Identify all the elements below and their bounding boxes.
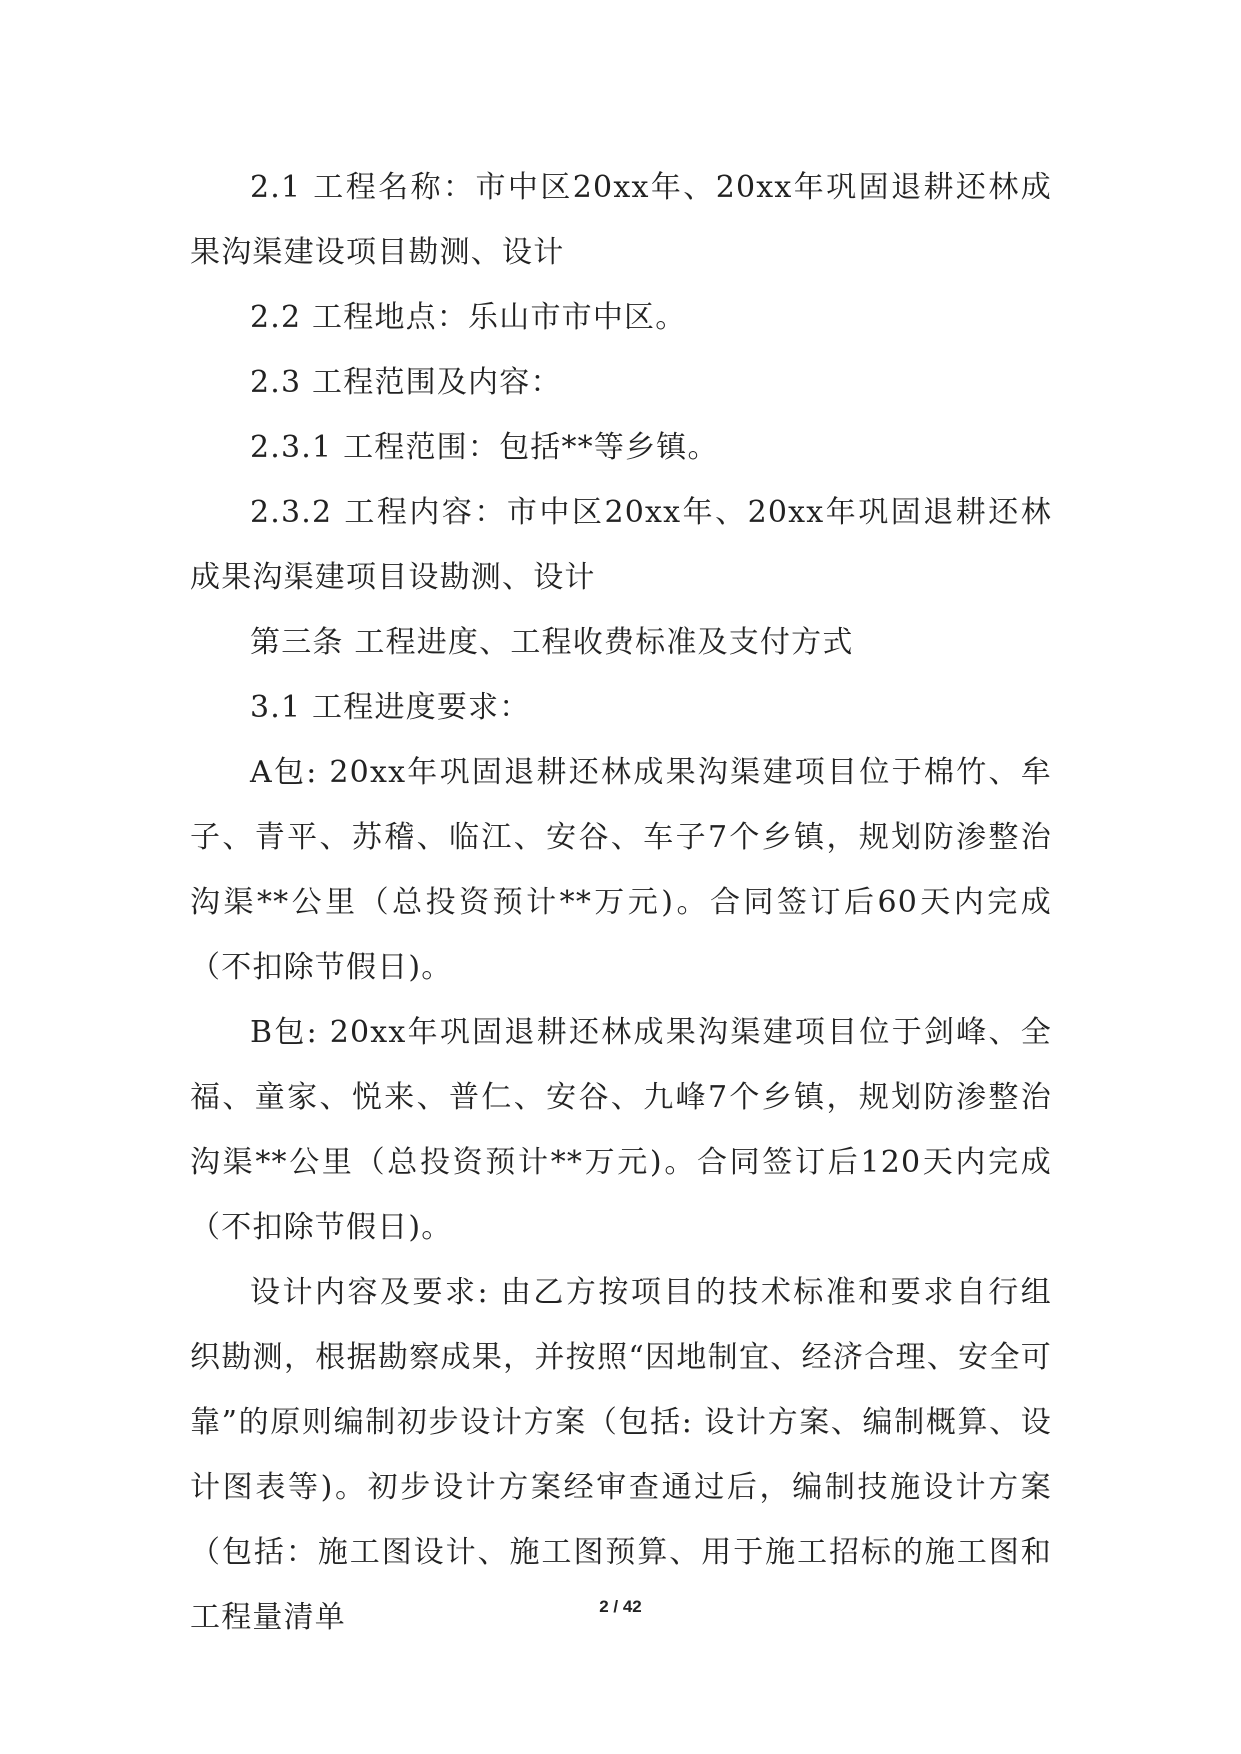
paragraph-scope-heading: 2.3 工程范围及内容：	[250, 365, 562, 400]
paragraph-design-requirements: 设计内容及要求: 由乙方按项目的技术标准和要求自行组织勘测，根据勘察成果，并按照“因地制宜、经济合理、安全可靠”的原则编制初步设计方案（包括: 设计方案、编制概算、设计图表等)。初步设计方案经审查通过后，编制技施设计方案（包括：施工图设计、施工图预算、用于施工招标的施工图和工程量清单	[190, 1275, 1052, 1635]
paragraph-content: 2.3.2 工程内容：市中区20xx年、20xx年巩固退耕还林成果沟渠建项目设勘测、设计	[190, 495, 1052, 595]
page-number: 2 / 42	[599, 1597, 642, 1616]
paragraph-package-a: A包: 20xx年巩固退耕还林成果沟渠建项目位于棉竹、牟子、青平、苏稽、临江、安谷、车子7个乡镇，规划防渗整治沟渠**公里（总投资预计**万元)。合同签订后60天内完成（不扣除节假日)。	[190, 755, 1052, 985]
paragraph-project-location: 2.2 工程地点：乐山市市中区。	[250, 300, 687, 335]
paragraph-scope: 2.3.1 工程范围：包括**等乡镇。	[250, 430, 719, 465]
article-three-heading: 第三条 工程进度、工程收费标准及支付方式	[250, 625, 854, 660]
paragraph-schedule-heading: 3.1 工程进度要求：	[250, 690, 531, 725]
paragraph-package-b: B包: 20xx年巩固退耕还林成果沟渠建项目位于剑峰、全福、童家、悦来、普仁、安谷、九峰7个乡镇，规划防渗整治沟渠**公里（总投资预计**万元)。合同签订后120天内完成（不扣除节假日)。	[190, 1015, 1052, 1245]
paragraph-project-name: 2.1 工程名称：市中区20xx年、20xx年巩固退耕还林成果沟渠建设项目勘测、设计	[190, 170, 1052, 270]
body-text	[190, 155, 1052, 1650]
